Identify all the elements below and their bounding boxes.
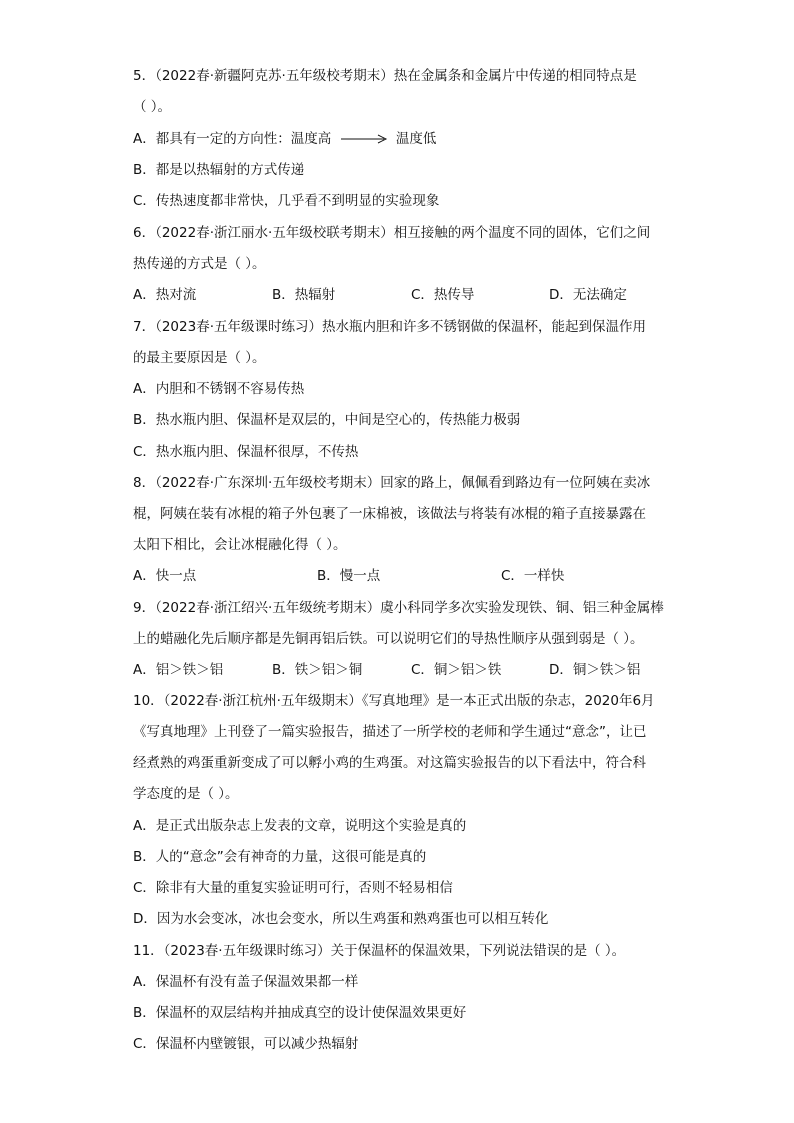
option-a-prefix: A．都具有一定的方向性：温度高 <box>133 131 332 147</box>
question-10-stem-line-2: 《写真地理》上刊登了一篇实验报告，描述了一所学校的老师和学生通过“意念”，让已 <box>133 724 647 740</box>
question-6-stem-line-1: 6．（2022春·浙江丽水·五年级校联考期末）相互接触的两个温度不同的固体，它们之间 <box>133 225 651 241</box>
question-10-option-c: C．除非有大量的重复实验证明可行，否则不轻易相信 <box>133 880 453 896</box>
question-9-option-c: C．铜＞铝＞铁 <box>411 662 502 678</box>
question-5-option-b: B．都是以热辐射的方式传递 <box>133 162 305 178</box>
question-11-option-b: B．保温杯的双层结构并抽成真空的设计使保温效果更好 <box>133 1005 467 1021</box>
question-9-stem-line-1: 9．（2022春·浙江绍兴·五年级统考期末）虞小科同学多次实验发现铁、铜、铝三种金属棒 <box>133 600 664 616</box>
question-9-option-b: B．铁＞铝＞铜 <box>272 662 363 678</box>
question-5-option-a <box>133 130 436 148</box>
question-7-stem-line-1: 7．（2023春·五年级课时练习）热水瓶内胆和许多不锈钢做的保温杯，能起到保温作用 <box>133 319 646 335</box>
question-7-option-a: A．内胆和不锈钢不容易传热 <box>133 381 305 397</box>
question-8-stem-line-2: 棍，阿姨在装有冰棍的箱子外包裹了一床棉被，该做法与将装有冰棍的箱子直接暴露在 <box>133 506 646 522</box>
question-10-option-d: D．因为水会变冰，冰也会变水，所以生鸡蛋和熟鸡蛋也可以相互转化 <box>133 911 549 927</box>
question-8-options <box>133 567 653 585</box>
question-7-option-c: C．热水瓶内胆、保温杯很厚，不传热 <box>133 444 359 460</box>
question-11-option-a: A．保温杯有没有盖子保温效果都一样 <box>133 974 359 990</box>
question-5-option-c: C．传热速度都非常快，几乎看不到明显的实验现象 <box>133 193 440 209</box>
question-5-stem-line-2: （ ）。 <box>133 99 172 115</box>
option-a-suffix: 温度低 <box>395 131 437 147</box>
question-6-options <box>133 286 663 304</box>
question-10-stem-line-4: 学态度的是（ ）。 <box>133 786 239 802</box>
question-11-stem-line-1: 11．（2023春·五年级课时练习）关于保温杯的保温效果，下列说法错误的是（ ）。 <box>133 943 626 959</box>
question-10-option-b: B．人的“意念”会有神奇的力量，这很可能是真的 <box>133 849 427 865</box>
question-8-option-a: A．快一点 <box>133 568 197 584</box>
question-10-option-a: A．是正式出版杂志上发表的文章，说明这个实验是真的 <box>133 818 467 834</box>
question-8-option-c: C．一样快 <box>501 568 565 584</box>
question-6-stem-line-2: 热传递的方式是（ ）。 <box>133 256 266 272</box>
question-6-option-d: D．无法确定 <box>549 287 627 303</box>
question-8-stem-line-3: 太阳下相比，会让冰棍融化得（ ）。 <box>133 537 347 553</box>
question-9-stem-line-2: 上的蜡融化先后顺序都是先铜再铝后铁。可以说明它们的导热性顺序从强到弱是（ ）。 <box>133 631 644 647</box>
question-10-stem-line-3: 经煮熟的鸡蛋重新变成了可以孵小鸡的生鸡蛋。对这篇实验报告的以下看法中，符合科 <box>133 755 646 771</box>
question-11-option-c: C．保温杯内壁镀银，可以减少热辐射 <box>133 1036 359 1052</box>
question-8-option-b: B．慢一点 <box>317 568 381 584</box>
question-9-options <box>133 661 663 679</box>
question-6-option-b: B．热辐射 <box>272 287 336 303</box>
right-arrow-icon <box>340 134 388 144</box>
question-7-stem-line-2: 的最主要原因是（ ）。 <box>133 350 266 366</box>
question-6-option-c: C．热传导 <box>411 287 475 303</box>
question-9-option-d: D．铜＞铁＞铝 <box>549 662 641 678</box>
question-5-stem-line-1: 5．（2022春·新疆阿克苏·五年级校考期末）热在金属条和金属片中传递的相同特点是 <box>133 68 637 84</box>
question-8-stem-line-1: 8．（2022春·广东深圳·五年级校考期末）回家的路上，佩佩看到路边有一位阿姨在卖冰 <box>133 475 651 491</box>
question-9-option-a: A．铝＞铁＞铝 <box>133 662 224 678</box>
question-10-stem-line-1: 10．（2022春·浙江杭州·五年级期末）《写真地理》是一本正式出版的杂志，2020年6月 <box>133 693 655 709</box>
question-6-option-a: A．热对流 <box>133 287 197 303</box>
question-7-option-b: B．热水瓶内胆、保温杯是双层的，中间是空心的，传热能力极弱 <box>133 412 521 428</box>
